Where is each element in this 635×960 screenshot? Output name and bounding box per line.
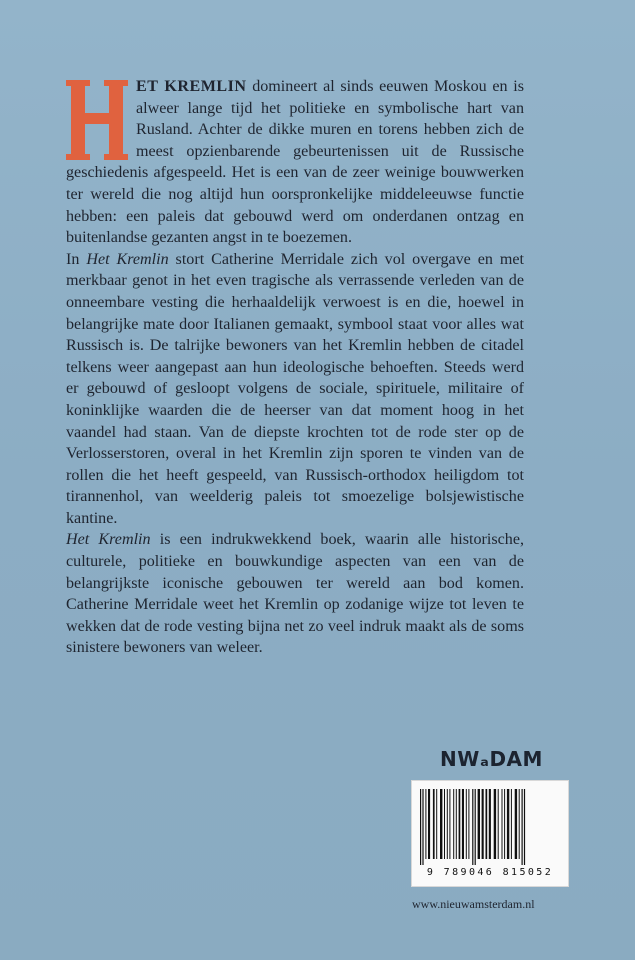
barcode-bar [466, 789, 467, 859]
barcode-bar [456, 789, 457, 859]
barcode-bar [468, 789, 469, 859]
barcode-bar [428, 789, 430, 859]
barcode-bar [482, 789, 484, 859]
barcode-bar [478, 789, 480, 859]
paragraph-2-body: stort Catherine Merridale zich vol overgave en met merkbaar genot in het even tragische als verrassende verleden van de onneembare vesting die herhaaldelijk verwoest is en die, hoewel in belangrijke mate door Italianen gemaakt, symbool staat voor alles wat Russisch is. De talrijke bewoners van het Kremlin hebben de citadel telkens weer aangepast aan hun ideologische behoeften. Steeds werd er gebouwd of gesloopt volgens de sociale, spirituele, militaire of koninklijke waarden die de heerser van dat moment hoog in het vaandel had staan. Van de diepste krochten tot de rode ster op de Verlosserstoren, overal in het Kremlin zijn sporen te vinden van de rollen die het heeft gespeeld, van Russisch-orthodox heiligdom tot tirannenhol, van weelderig paleis tot smoezelige bolsjewistische kantine. [66, 250, 524, 527]
barcode-bar [422, 789, 423, 865]
paragraph-3 [66, 529, 524, 659]
barcode-bar [475, 789, 476, 865]
book-title-italic: Het Kremlin [86, 250, 169, 268]
isbn-barcode [411, 780, 569, 887]
isbn-number: 9 789046 815052 [426, 867, 554, 878]
book-title-italic: Het Kremlin [66, 531, 151, 549]
barcode-bar [515, 789, 517, 859]
dropcap-h-shape [66, 80, 128, 160]
barcode-bar [524, 789, 525, 865]
publisher-logo-text: NWₐDAM [440, 747, 543, 771]
barcode-bar [453, 789, 454, 859]
barcode-bar [462, 789, 464, 859]
paragraph-2-start: In [66, 250, 87, 268]
paragraph-1 [66, 76, 524, 249]
barcode-bar [436, 789, 437, 859]
barcode-bar [433, 789, 435, 859]
dropcap-letter-h [66, 80, 128, 160]
publisher-website: www.nieuwamsterdam.nl [412, 897, 535, 911]
paragraph-1-body: domineert al sinds eeuwen Moskou en is alweer lange tijd het politieke en symbolische hart van Rusland. Achter de dikke muren en torens hebben zich de meest opzienbarende gebeurtenissen uit de Russische geschiedenis afgespeeld. Het is een van de zeer weinige bouwwerken ter wereld die nog altijd hun oorspronkelijke middeleeuwse functie hebben: een paleis dat gebouwd werd om onderdanen ontzag en buitenlandse gezanten angst in te boezemen. [66, 78, 524, 247]
barcode-icon [418, 789, 562, 865]
barcode-bar [489, 789, 491, 859]
blurb-text [66, 76, 524, 659]
barcode-bar [498, 789, 499, 859]
barcode-bar [519, 789, 520, 859]
barcode-bar [507, 789, 509, 859]
barcode-bar [459, 789, 461, 859]
barcode-bar [425, 789, 426, 859]
barcode-bar [522, 789, 523, 865]
barcode-bar [486, 789, 488, 859]
publisher-logo [440, 747, 543, 771]
barcode-bar [420, 789, 421, 865]
barcode-bar [504, 789, 505, 859]
lead-in: ET KREMLIN [136, 78, 247, 95]
barcode-bar [440, 789, 442, 859]
barcode-bar [447, 789, 448, 859]
paragraph-2 [66, 249, 524, 530]
barcode-bar [502, 789, 503, 859]
barcode-bar [444, 789, 445, 859]
barcode-bar [511, 789, 512, 859]
barcode-bar [494, 789, 496, 859]
barcode-bar [449, 789, 450, 859]
barcode-bar [472, 789, 473, 865]
paragraph-3-body: is een indrukwekkend boek, waarin alle historische, culturele, politieke en bouwkundige aspecten van een van de belangrijkste iconische gebouwen ter wereld aan bod komen. Catherine Merridale weet het Kremlin op zodanige wijze tot leven te wekken dat de rode vesting bijna net zo veel indruk maakt als de soms sinistere bewoners van weleer. [66, 531, 524, 657]
